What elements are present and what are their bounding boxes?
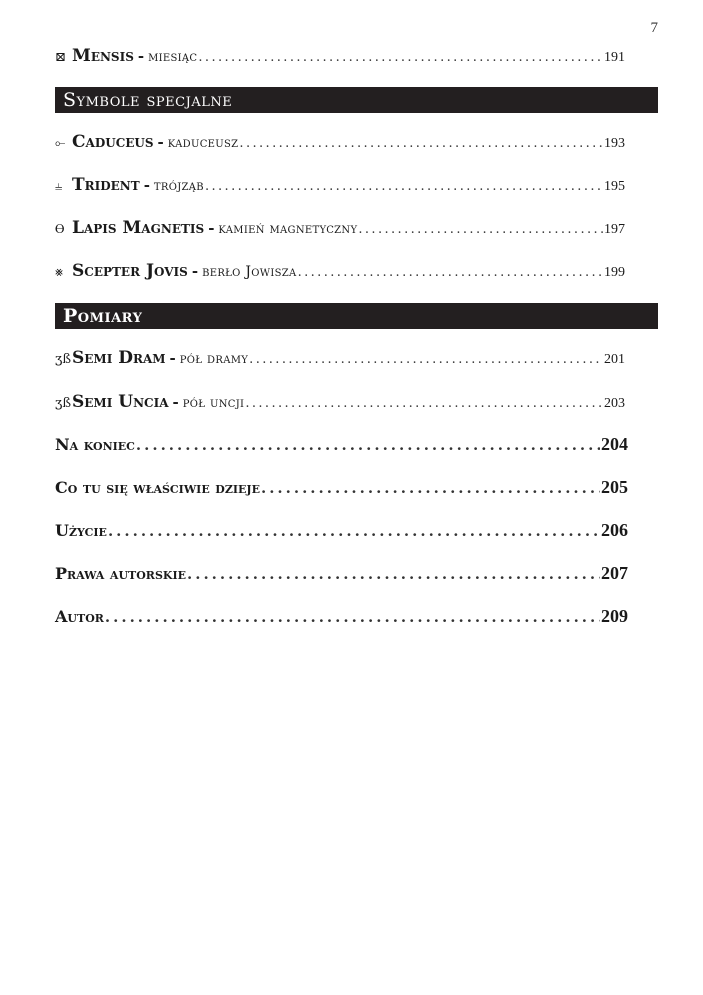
toc-entry-uzycie[interactable] — [55, 520, 628, 541]
leader-dots — [245, 396, 603, 411]
leader-dots — [108, 522, 600, 540]
leader-dots — [298, 265, 603, 280]
entry-separator: - — [191, 262, 199, 280]
leader-dots — [249, 352, 603, 367]
entry-name: Prawa autorskie — [55, 564, 186, 583]
section-title: Pomiary — [63, 305, 143, 327]
leader-dots — [239, 136, 603, 151]
entry-separator: - — [137, 47, 145, 65]
mensis-symbol-icon: ⊠ — [55, 50, 66, 65]
entry-page: 191 — [604, 50, 625, 65]
entry-separator: - — [157, 133, 164, 151]
entry-name: Scepter Jovis — [72, 261, 188, 281]
toc-entry-mensis[interactable] — [55, 46, 628, 66]
leader-dots — [205, 179, 603, 194]
toc-entry-semi-dram[interactable] — [55, 348, 628, 368]
entry-translation: miesiąc — [148, 49, 198, 65]
toc-entry-trident[interactable] — [55, 175, 628, 195]
trident-symbol-icon: ⫨ — [55, 179, 63, 194]
entry-name: Caduceus — [72, 132, 154, 152]
entry-separator: - — [172, 393, 179, 411]
toc-entry-scepter-jovis[interactable] — [55, 261, 628, 281]
leader-dots — [358, 222, 603, 237]
section-header-pomiary — [55, 303, 658, 329]
entry-page: 201 — [604, 352, 625, 367]
entry-separator: - — [169, 349, 176, 367]
page-number: 7 — [650, 20, 658, 36]
entry-page: 209 — [601, 606, 628, 626]
entry-name: Lapis Magnetis — [72, 218, 205, 238]
section-header-symbole-specjalne — [55, 87, 658, 113]
toc-entry-na-koniec[interactable] — [55, 434, 628, 455]
entry-name: Na koniec — [55, 435, 135, 454]
scepter-jovis-symbol-icon: ⨳ — [55, 265, 64, 280]
entry-name: Co tu się właściwie dzieje — [55, 478, 260, 497]
entry-separator: - — [143, 176, 150, 194]
toc-entry-lapis-magnetis[interactable] — [55, 218, 628, 238]
entry-page: 204 — [601, 434, 628, 454]
entry-name: Semi Dram — [72, 348, 166, 368]
leader-dots — [105, 608, 600, 626]
section-title: Symbole specjalne — [63, 89, 233, 111]
toc-entry-semi-uncia[interactable] — [55, 392, 628, 412]
entry-separator: - — [208, 219, 215, 237]
toc-entry-co-tu-sie-dzieje[interactable] — [55, 477, 628, 498]
entry-name: Użycie — [55, 521, 107, 540]
entry-translation: berło Jowisza — [202, 264, 297, 280]
toc-entry-prawa-autorskie[interactable] — [55, 563, 628, 584]
entry-page: 205 — [601, 477, 628, 497]
entry-name: Trident — [72, 175, 140, 195]
entry-name: Semi Uncia — [72, 392, 169, 412]
entry-page: 206 — [601, 520, 628, 540]
entry-translation: pół uncji — [182, 395, 245, 411]
entry-page: 203 — [604, 396, 625, 411]
entry-name: Autor — [55, 607, 104, 626]
entry-page: 199 — [604, 265, 625, 280]
entry-page: 195 — [604, 179, 625, 194]
lapis-magnetis-symbol-icon: Ⲑ — [55, 222, 65, 237]
toc-entry-autor[interactable] — [55, 606, 628, 627]
toc-entry-caduceus[interactable] — [55, 132, 628, 152]
entry-translation: kaduceusz — [167, 135, 239, 151]
entry-name: Mensis — [72, 46, 134, 66]
leader-dots — [187, 565, 600, 583]
semi-uncia-symbol-icon: ʒß — [55, 396, 72, 411]
leader-dots — [261, 479, 600, 497]
entry-page: 197 — [604, 222, 625, 237]
leader-dots — [198, 50, 603, 65]
semi-dram-symbol-icon: ʒß — [55, 352, 72, 367]
entry-translation: pół dramy — [179, 351, 249, 367]
entry-translation: kamień magnetyczny — [218, 221, 358, 237]
entry-page: 193 — [604, 136, 625, 151]
entry-translation: trójząb — [153, 178, 204, 194]
caduceus-symbol-icon: ⟜ — [55, 136, 66, 151]
entry-page: 207 — [601, 563, 628, 583]
leader-dots — [136, 436, 600, 454]
